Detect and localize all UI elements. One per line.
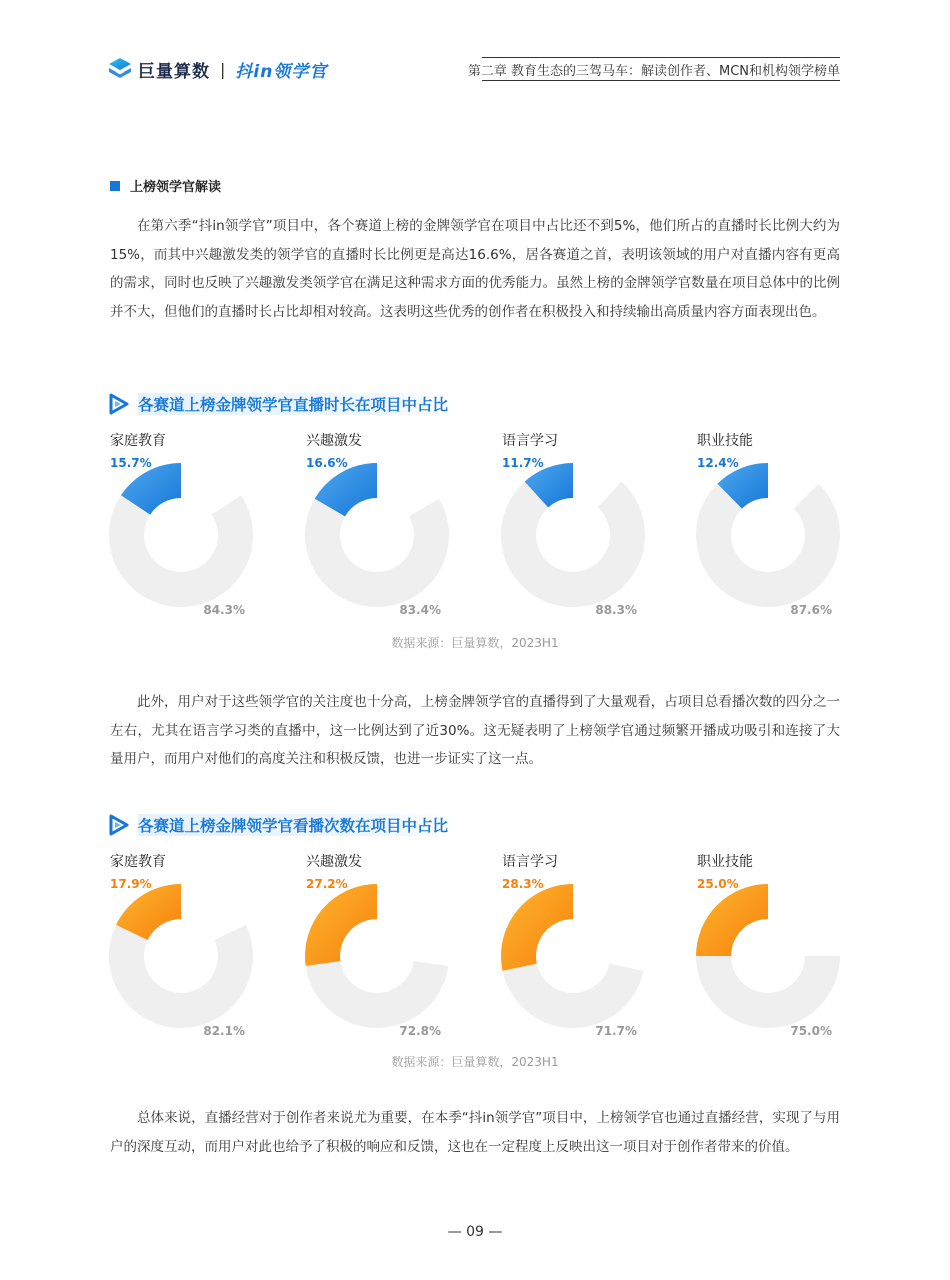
chapter-bottom-rule xyxy=(482,80,840,81)
page-number: — 09 — xyxy=(447,1224,503,1240)
partner-logo-text: 抖in领学官 xyxy=(235,61,328,82)
rest-value-label: 71.7% xyxy=(595,1024,637,1038)
highlight-value-label: 28.3% xyxy=(502,877,544,891)
rest-value-label: 75.0% xyxy=(790,1024,832,1038)
rest-value-label: 82.1% xyxy=(203,1024,245,1038)
logo-separator: | xyxy=(220,59,226,79)
square-bullet-icon xyxy=(110,181,120,191)
category-label: 语言学习 xyxy=(502,854,558,870)
highlight-slice xyxy=(696,884,768,956)
highlight-value-label: 15.7% xyxy=(110,456,152,470)
chart-1-donuts xyxy=(0,425,950,640)
play-triangle-icon xyxy=(108,814,130,836)
chart-2-title-text: 各赛道上榜金牌领学官看播次数在项目中占比 xyxy=(138,814,454,836)
chapter-title: 第二章 教育生态的三驾马车：解读创作者、MCN和机构领学榜单 xyxy=(467,64,840,79)
section-title-text: 上榜领学官解读 xyxy=(130,180,222,195)
logo-text: 巨量算数 xyxy=(138,61,210,82)
highlight-slice xyxy=(501,884,573,971)
juliang-logo-icon xyxy=(108,57,132,81)
brand-logo xyxy=(108,56,327,82)
chart-2-donuts xyxy=(0,846,950,1061)
category-label: 职业技能 xyxy=(697,854,753,870)
rest-value-label: 87.6% xyxy=(790,603,832,617)
highlight-value-label: 17.9% xyxy=(110,877,152,891)
chart-2-title xyxy=(108,813,454,837)
chapter-top-rule xyxy=(482,57,840,58)
category-label: 职业技能 xyxy=(697,433,753,449)
highlight-slice xyxy=(305,884,377,966)
chart-1-title-text: 各赛道上榜金牌领学官直播时长在项目中占比 xyxy=(138,393,454,415)
chart-2-source: 数据来源：巨量算数，2023H1 xyxy=(391,1055,559,1069)
play-triangle-icon xyxy=(108,393,130,415)
paragraph-2: 此外，用户对于这些领学官的关注度也十分高，上榜金牌领学官的直播得到了大量观看，占项目总看播次数的四分之一左右，尤其在语言学习类的直播中，这一比例达到了近30%。这无疑表明了上榜领学官通过频繁开播成功吸引和连接了大量用户，而用户对他们的高度关注和积极反馈，也进一步证实了这一点。 xyxy=(110,694,840,767)
highlight-value-label: 16.6% xyxy=(306,456,348,470)
chart-1-source: 数据来源：巨量算数，2023H1 xyxy=(391,636,559,650)
paragraph-3: 总体来说，直播经营对于创作者来说尤为重要，在本季“抖in领学官”项目中，上榜领学官也通过直播经营，实现了与用户的深度互动，而用户对此也给予了积极的响应和反馈，这也在一定程度上反映出这一项目对于创作者带来的价值。 xyxy=(110,1110,840,1155)
paragraph-1: 在第六季“抖in领学官”项目中，各个赛道上榜的金牌领学官在项目中占比还不到5%，他们所占的直播时长比例大约为15%，而其中兴趣激发类的领学官的直播时长比例更是高达16.6%，居各赛道之首，表明该领域的用户对直播内容有更高的需求，同时也反映了兴趣激发类领学官在满足这种需求方面的优秀能力。虽然上榜的金牌领学官数量在项目总体中的比例并不大，但他们的直播时长占比却相对较高。这表明这些优秀的创作者在积极投入和持续输出高质量内容方面表现出色。 xyxy=(110,218,840,320)
category-label: 家庭教育 xyxy=(110,854,166,870)
page-header xyxy=(0,0,950,100)
chart-1-title xyxy=(108,392,454,416)
category-label: 语言学习 xyxy=(502,433,558,449)
category-label: 家庭教育 xyxy=(110,433,166,449)
category-label: 兴趣激发 xyxy=(306,854,362,870)
highlight-value-label: 27.2% xyxy=(306,877,348,891)
rest-value-label: 88.3% xyxy=(595,603,637,617)
rest-value-label: 72.8% xyxy=(399,1024,441,1038)
highlight-value-label: 25.0% xyxy=(697,877,739,891)
rest-value-label: 84.3% xyxy=(203,603,245,617)
highlight-value-label: 12.4% xyxy=(697,456,739,470)
highlight-value-label: 11.7% xyxy=(502,456,544,470)
section-title xyxy=(110,176,221,195)
category-label: 兴趣激发 xyxy=(306,433,362,449)
rest-value-label: 83.4% xyxy=(399,603,441,617)
